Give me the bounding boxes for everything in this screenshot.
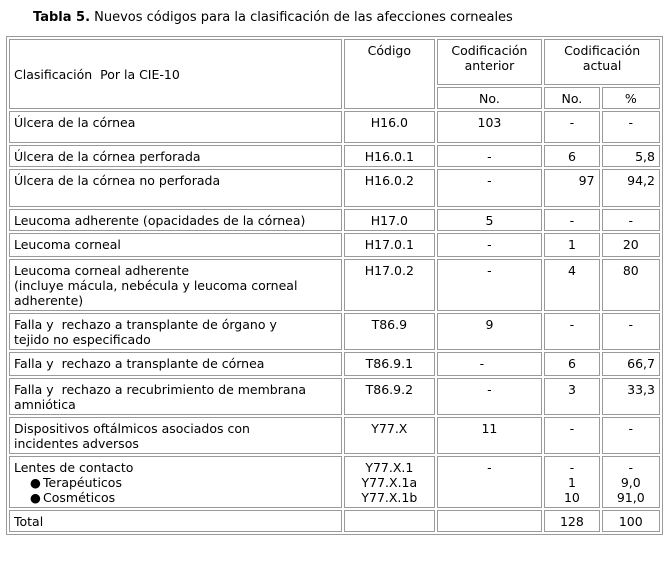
row-code: H16.0 xyxy=(344,111,435,143)
header-row xyxy=(9,39,660,85)
row-no: - xyxy=(544,209,599,231)
table-row xyxy=(9,352,660,376)
row-name: Falla y rechazo a recubrimiento de membrana amniótica xyxy=(9,378,342,415)
table-row xyxy=(9,313,660,350)
row-prev: - xyxy=(437,169,543,207)
row-pct: 66,7 xyxy=(602,352,660,376)
total-prev-empty xyxy=(437,510,543,532)
row-name: Úlcera de la córnea perforada xyxy=(9,145,342,167)
row-name: Leucoma corneal adherente (incluye mácula, nebécula y leucoma corneal adherente) xyxy=(9,259,342,311)
table-row xyxy=(9,233,660,257)
row-pct: - xyxy=(602,417,660,454)
row-no: 1 xyxy=(544,233,599,257)
row-pct: 94,2 xyxy=(602,169,660,207)
header-classification: Clasificación Por la CIE-10 xyxy=(9,39,342,109)
subheader-no-prev: No. xyxy=(437,87,543,109)
table-row xyxy=(9,378,660,415)
bullet-icon: ● xyxy=(30,475,41,490)
row-prev: 103 xyxy=(437,111,543,143)
table-row xyxy=(9,169,660,207)
row-prev: 5 xyxy=(437,209,543,231)
row-code: Y77.X xyxy=(344,417,435,454)
row-prev: - xyxy=(437,145,543,167)
lentes-row xyxy=(9,456,660,508)
caption-label: Tabla 5. xyxy=(33,10,91,25)
table-row xyxy=(9,111,660,143)
table-row xyxy=(9,259,660,311)
row-name: Leucoma corneal xyxy=(9,233,342,257)
row-code: H17.0.2 xyxy=(344,259,435,311)
header-code: Código xyxy=(344,39,435,109)
lentes-name xyxy=(9,456,342,508)
total-row xyxy=(9,510,660,532)
row-name: Falla y rechazo a transplante de córnea xyxy=(9,352,342,376)
row-name: Falla y rechazo a transplante de órgano y tejido no especificado xyxy=(9,313,342,350)
row-code: H16.0.1 xyxy=(344,145,435,167)
row-name: Leucoma adherente (opacidades de la córnea) xyxy=(9,209,342,231)
row-code: H16.0.2 xyxy=(344,169,435,207)
row-pct: - xyxy=(602,111,660,143)
row-prev: 9 xyxy=(437,313,543,350)
lentes-prev: - xyxy=(437,456,543,508)
row-pct: 80 xyxy=(602,259,660,311)
row-no: 3 xyxy=(544,378,599,415)
total-label: Total xyxy=(9,510,342,532)
row-prev: - xyxy=(437,352,543,376)
row-no: - xyxy=(544,111,599,143)
row-name: Úlcera de la córnea no perforada xyxy=(9,169,342,207)
table-row xyxy=(9,145,660,167)
row-no: 6 xyxy=(544,352,599,376)
row-name: Dispositivos oftálmicos asociados con incidentes adversos xyxy=(9,417,342,454)
row-no: 97 xyxy=(544,169,599,207)
row-no: - xyxy=(544,313,599,350)
lentes-item: ● Terapéuticos xyxy=(30,475,122,490)
row-pct: - xyxy=(602,313,660,350)
row-no: 6 xyxy=(544,145,599,167)
lentes-no: - 1 10 xyxy=(544,456,599,508)
bullet-icon: ● xyxy=(30,490,41,505)
table-row xyxy=(9,209,660,231)
row-prev: 11 xyxy=(437,417,543,454)
row-code: T86.9 xyxy=(344,313,435,350)
classification-table xyxy=(6,36,663,535)
row-code: T86.9.1 xyxy=(344,352,435,376)
row-code: H17.0.1 xyxy=(344,233,435,257)
header-previous: Codificación anterior xyxy=(437,39,543,85)
row-code: T86.9.2 xyxy=(344,378,435,415)
lentes-codes: Y77.X.1 Y77.X.1a Y77.X.1b xyxy=(344,456,435,508)
table-caption xyxy=(33,10,513,25)
row-prev: - xyxy=(437,378,543,415)
header-current: Codificación actual xyxy=(544,39,660,85)
row-pct: 33,3 xyxy=(602,378,660,415)
row-prev: - xyxy=(437,233,543,257)
lentes-pct: - 9,0 91,0 xyxy=(602,456,660,508)
row-pct: 20 xyxy=(602,233,660,257)
row-prev: - xyxy=(437,259,543,311)
row-code: H17.0 xyxy=(344,209,435,231)
caption-text: Nuevos códigos para la clasificación de las afecciones corneales xyxy=(90,10,513,25)
lentes-item: ● Cosméticos xyxy=(30,490,116,505)
row-pct: 5,8 xyxy=(602,145,660,167)
row-no: 4 xyxy=(544,259,599,311)
lentes-title: Lentes de contacto xyxy=(14,460,134,475)
total-pct: 100 xyxy=(602,510,660,532)
total-code-empty xyxy=(344,510,435,532)
row-name: Úlcera de la córnea xyxy=(9,111,342,143)
subheader-pct: % xyxy=(602,87,660,109)
subheader-no-curr: No. xyxy=(544,87,599,109)
row-pct: - xyxy=(602,209,660,231)
row-no: - xyxy=(544,417,599,454)
total-no: 128 xyxy=(544,510,599,532)
table-row xyxy=(9,417,660,454)
